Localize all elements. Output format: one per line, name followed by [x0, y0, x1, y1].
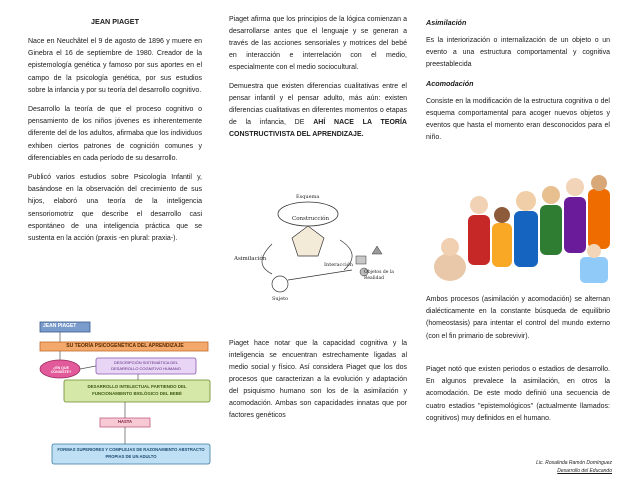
- scheme-box-description: DESCRIPCIÓN SISTEMÁTICA DEL DESARROLLO COGNITIVO HUMANO: [111, 360, 181, 371]
- scheme-box-forms: FORMAS SUPERIORES Y COMPLEJAS DE RAZONAMIENTO ABSTRACTO PROPIAS DE UN ADULTO: [57, 447, 205, 459]
- paragraph-equilibrio: Ambos procesos (asimilación y acomodación) se alternan dialécticamente en la constante búsqueda de equilibrio (homeostasis) para intentar el control del mundo externo (con el fin primario de sobrevivir).: [426, 296, 610, 340]
- footer-subject: Desarrollo del Educando: [557, 468, 612, 474]
- diagram-label-interaccion: Interacción: [324, 262, 353, 268]
- diagram-label-asimilacion: Asimilación: [234, 256, 267, 262]
- children-photo: [430, 175, 616, 287]
- column-right: [426, 0, 610, 422]
- diagram-label-construccion: Construcción: [292, 216, 330, 222]
- column-left: [28, 0, 202, 252]
- scheme-subheader: SU TEORÍA PSICOGENÉTICA DEL APRENDIZAJE: [66, 343, 184, 349]
- scheme-hasta: HASTA: [117, 419, 133, 424]
- constructivism-highlight: AHÍ NACE LA TEORÍA CONSTRUCTIVISTA DEL APRENDIZAJE.: [229, 119, 407, 138]
- paragraph-differences: [229, 81, 407, 141]
- scheme-question: ¿EN QUE CONSISTE?: [50, 366, 72, 374]
- paragraph-studies: Publicó varios estudios sobre Psicología Infantil y, basándose en la observación del crecimiento de sus hijos, elaboró una teoría de la inteligencia sensoriomotriz que describe el desarrollo casi espontáneo de una inteligencia práctica que se sustenta en la acción (praxis -en plural: praxia-).: [28, 174, 202, 243]
- heading-acomodacion: Acomodación: [426, 78, 474, 88]
- differences-text: Demuestra que existen diferencias cualitativas entre el pensar infantil y el pensar adulto, más aún: existen diferencias cualitativas en diferentes momentos o etapas de la infancia, DE: [229, 83, 407, 126]
- paragraph-theory: Desarrollo la teoría de que el proceso cognitivo o pensamiento de los niños jóvenes es inherentemente diferente del de los adultos, afirmaba que los individuos exhiben ciertos patrones de cognición comunes y diferenciables en cada período de su desarrollo.: [28, 106, 202, 162]
- footer: [536, 459, 612, 475]
- paragraph-bio: Nace en Neuchâtel el 9 de agosto de 1896 y muere en Ginebra el 16 de septiembre de 1980. Creador de la epistemología genética y famoso por sus aportes en el campo de la psicología genética, por sus estudios sobre la infancia y por su teoría del desarrollo cognitivo.: [28, 38, 202, 94]
- theory-scheme-figure: [38, 318, 214, 483]
- footer-author: Lic. Rosalinda Ramón Domínguez: [536, 460, 612, 466]
- diagram-label-sujeto: Sujeto: [272, 296, 289, 302]
- paragraph-asimilacion: Es la interiorización o internalización de un objeto o un evento a una estructura comportamental y cognitiva preestablecida: [426, 37, 610, 69]
- page-title: JEAN PIAGET: [91, 17, 139, 26]
- constructivism-diagram: [232, 194, 402, 304]
- scheme-box-development: DESARROLLO INTELECTUAL PARTIENDO DEL FUNCIONAMIENTO BIOLÓGICO DEL BEBÉ: [87, 384, 187, 396]
- paragraph-acomodacion: Consiste en la modificación de la estructura cognitiva o del esquema comportamental para acoger nuevos objetos y eventos que hasta el momento eran desconocidos para el niño.: [426, 97, 610, 142]
- diagram-label-objetos: Objetos de la Realidad: [364, 270, 394, 281]
- paragraph-estadios: Piaget notó que existen periodos o estadios de desarrollo. En algunos prevalece la asimilación, en otros la acomodación. De este modo definió una secuencia de cuatro estadios "epistemológicos" (actualmente llamados: cognitivos) muy definidos en el humano.: [426, 366, 610, 422]
- diagram-label-esquema: Esquema: [296, 194, 320, 200]
- paragraph-cognition: Piaget hace notar que la capacidad cognitiva y la inteligencia se encuentran estrechamente ligadas al medio social y físico. Así considera Piaget que los dos procesos que caracterizan a la evolución y adaptación del psiquismo humano son los de la asimilación y acomodación. Ambas son capacidades innatas que por factores genéticos: [229, 340, 407, 419]
- heading-asimilacion: Asimilación: [426, 18, 467, 27]
- paragraph-logic: Piaget afirma que los principios de la lógica comienzan a desarrollarse antes que el lenguaje y se generan a través de las acciones sensoriales y motrices del bebé en interacción e interrelación con el medio, especialmente con el medio sociocultural.: [229, 16, 407, 71]
- scheme-header: JEAN PIAGET: [43, 323, 77, 329]
